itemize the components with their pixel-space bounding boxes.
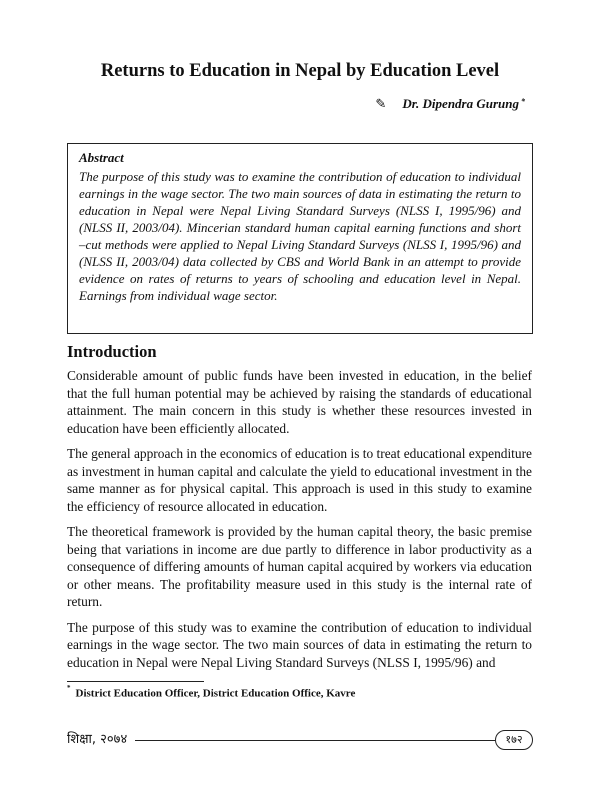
paragraph: The general approach in the economics of education is to treat educational expenditure as investment in human capital and calculate the yield to educational investment in the same manner as for physical capital. This approach is used in this study to examine the efficiency of resource allocated in education. — [67, 446, 532, 514]
pen-icon: ✎ — [375, 96, 387, 111]
author-name: Dr. Dipendra Gurung — [402, 96, 519, 111]
footnote — [67, 686, 355, 700]
section-heading-introduction: Introduction — [67, 342, 157, 361]
footer-journal-name: शिक्षा, २०७४ — [67, 732, 128, 747]
abstract-heading: Abstract — [79, 150, 124, 165]
footnote-marker: * — [67, 684, 71, 692]
paragraph: Considerable amount of public funds have been invested in education, in the belief that the full human potential may be achieved by raising the standards of educational attainment. The main concern in this study is whether these resources invested in education have been efficiently allocated. — [67, 368, 532, 436]
abstract-text: The purpose of this study was to examine the contribution of education to individual earnings in the wage sector. The two main sources of data in estimating the return to education in Nepal were Nepal Living Standard Surveys (NLSS I, 1995/96) and (NLSS II, 2003/04). Mincerian standard human capital earning functions and short –cut methods were applied to Nepal Living Standard Surveys (NLSS I, 1995/96) and (NLSS II, 2003/04) data collected by CBS and World Bank in an attempt to provide evidence on rates of returns to years of schooling and education level in Nepal. Earnings from individual wage sector. — [79, 169, 521, 303]
footnote-text: District Education Officer, District Education Office, Kavre — [75, 687, 356, 700]
body-text — [67, 367, 532, 679]
footnote-divider — [67, 681, 204, 682]
author-line — [375, 96, 525, 112]
footer-rule — [135, 740, 495, 741]
author-footnote-marker: * — [521, 96, 525, 106]
paragraph: The purpose of this study was to examine the contribution of education to individual earnings in the wage sector. The two main sources of data in estimating the return to education in Nepal were Nepal Living Standard Surveys (NLSS I, 1995/96) and — [67, 619, 532, 670]
article-title: Returns to Education in Nepal by Education Level — [100, 61, 500, 81]
page-footer — [67, 730, 533, 750]
paragraph: The theoretical framework is provided by the human capital theory, the basic premise being that variations in income are due partly to difference in labor productivity as a consequence of differing amounts of human capital acquired by workers via education or other means. The profitability measure used in this study is the internal rate of return. — [67, 524, 532, 609]
abstract-box — [67, 143, 533, 334]
page-number: १७२ — [495, 730, 533, 750]
